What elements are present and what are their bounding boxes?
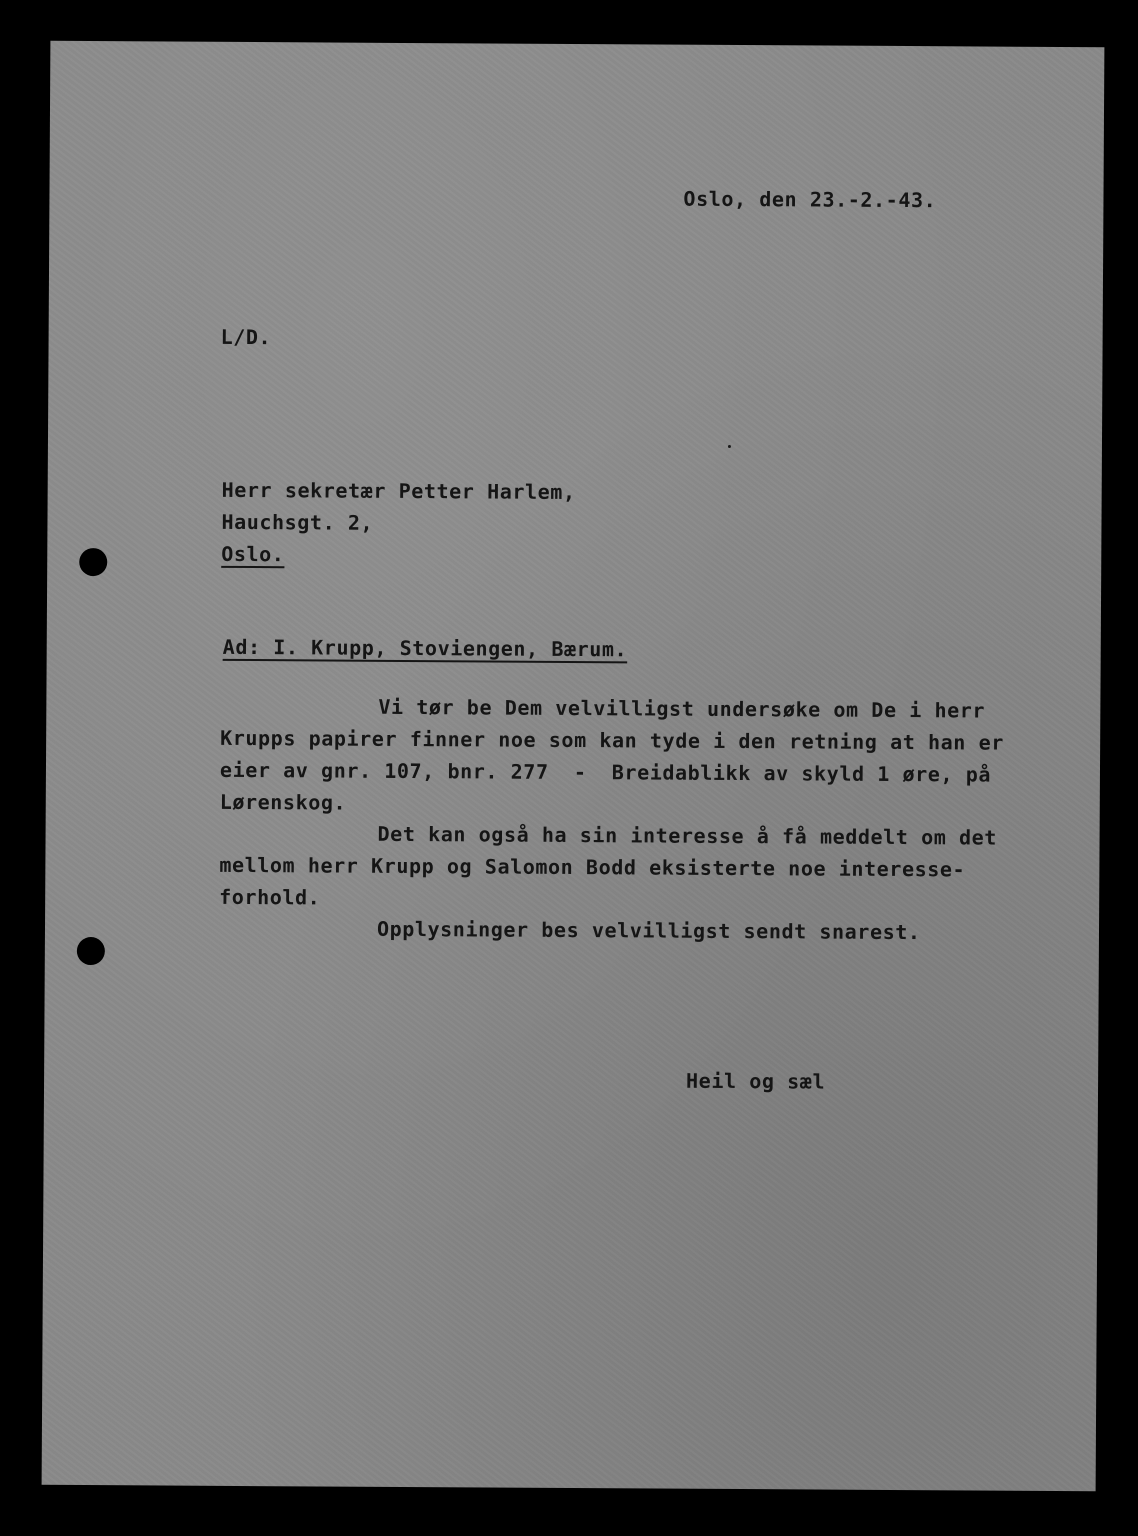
- paper-speck: [728, 445, 731, 448]
- body-line: Krupps papirer finner noe som kan tyde i den retning at han er: [220, 725, 1004, 755]
- body-line: Vi tør be Dem velvilligst undersøke om De i herr: [378, 694, 986, 723]
- recipient-street-line: Hauchsgt. 2,: [221, 509, 374, 535]
- body-line: eier av gnr. 107, bnr. 277 - Breidablikk av skyld 1 øre, på: [219, 757, 992, 787]
- dateline: Oslo, den 23.-2.-43.: [683, 186, 937, 213]
- recipient-city-line: Oslo.: [221, 541, 285, 567]
- body-line: forhold.: [219, 884, 321, 910]
- reference-code: L/D.: [220, 324, 272, 350]
- body-line: mellom herr Krupp og Salomon Bodd eksisterte noe interesse-: [219, 852, 966, 882]
- body-line: Lørenskog.: [219, 789, 347, 815]
- body-line: Opplysninger bes velvilligst sendt snarest.: [376, 916, 921, 945]
- subject-line: Ad: I. Krupp, Stoviengen, Bærum.: [222, 634, 628, 662]
- punch-hole-lower: [77, 937, 105, 965]
- letter-sheet: [42, 41, 1105, 1491]
- recipient-name-line: Herr sekretær Petter Harlem,: [221, 477, 576, 505]
- closing-salutation: Heil og sæl: [686, 1068, 826, 1094]
- punch-hole-upper: [79, 548, 107, 576]
- body-line: Det kan også ha sin interesse å få meddelt om det: [377, 821, 998, 850]
